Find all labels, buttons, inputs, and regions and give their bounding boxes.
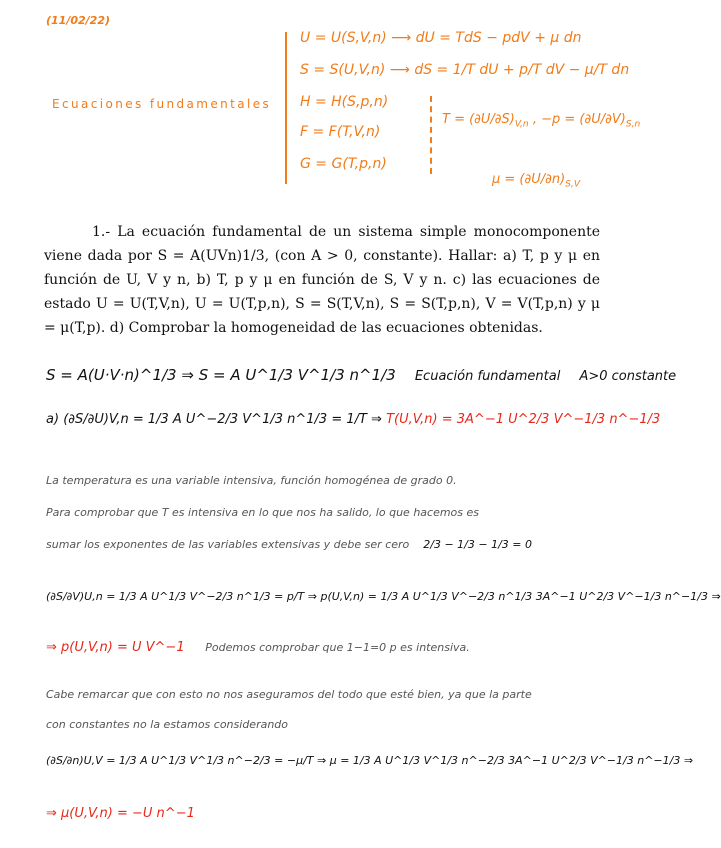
date: (11/02/22) [46,14,111,27]
note-temperature-intensive: La temperatura es una variable intensiva, función homogénea de grado 0. [46,474,457,487]
bracket-divider [285,32,290,184]
note-sum-exponents: sumar los exponentes de las variables extensivas y debe ser cero 2/3 − 1/3 − 1/3 = 0 [46,538,533,551]
section-title: Ecuaciones fundamentales [52,97,272,111]
part-a-pressure: (∂S/∂V)U,n = 1/3 A U^1/3 V^−2/3 n^1/3 = p/T ⇒ p(U,V,n) = 1/3 A U^1/3 V^−2/3 n^1/3 3A^−1 U^2/3 V^−1/3 n^−1/3 ⇒ [46,590,721,603]
problem-statement [44,220,600,340]
fundamental-equation: S = A(U·V·n)^1/3 ⇒ S = A U^1/3 V^1/3 n^1/3 Ecuación fundamental A>0 constante [46,366,677,384]
note-constants-2: con constantes no la estamos considerando [46,718,289,731]
partial-mu: $\mu = (\partial U/\partial n)_{S,V}$ [492,172,581,190]
dashed-divider [430,96,434,174]
chemical-potential-result: ⇒ μ(U,V,n) = −U n^−1 [46,806,195,821]
potential-f: F = F(T,V,n) [300,124,381,140]
problem-text: 1.- La ecuación fundamental de un sistema simple monocomponente viene dada por S = A(UVn)1/3, (con A > 0, constante). Hallar: a) T, p y μ en función de U, V y n, b) T, p y μ en función de S, V y n. c) las ecuaciones de estado U = U(T,V,n), U = U(T,p,n), S = S(T,V,n), S = S(T,p,n), V = V(T,p,n) y μ = μ(T,p). d) Comprobar la homogeneidad de las ecuaciones obtenidas. [44,224,600,336]
potential-g: G = G(T,p,n) [300,156,387,172]
potential-u: U = U(S,V,n) ⟶ dU = TdS − pdV + μ dn [300,30,582,46]
partial-t: $T = (\partial U/\partial S)_{V,n}$ , $-p = (\partial U/\partial V)_{S,n}$ [442,112,641,130]
potential-h: H = H(S,p,n) [300,94,389,110]
part-a-chemical-potential: (∂S/∂n)U,V = 1/3 A U^1/3 V^1/3 n^−2/3 = −μ/T ⇒ μ = 1/3 A U^1/3 V^1/3 n^−2/3 3A^−1 U^2/3 V^−1/3 n^−1/3 ⇒ [46,754,694,767]
potential-s: S = S(U,V,n) ⟶ dS = 1/T dU + p/T dV − μ/T dn [300,62,630,78]
note-check-intensive: Para comprobar que T es intensiva en lo que nos ha salido, lo que hacemos es [46,506,480,519]
part-a-temperature: a) (∂S/∂U)V,n = 1/3 A U^−2/3 V^1/3 n^1/3 = 1/T ⇒ T(U,V,n) = 3A^−1 U^2/3 V^−1/3 n^−1/3 [46,412,661,427]
pressure-result: ⇒ p(U,V,n) = U V^−1 Podemos comprobar que 1−1=0 p es intensiva. [46,640,470,655]
note-constants: Cabe remarcar que con esto no nos aseguramos del todo que esté bien, ya que la parte [46,688,532,701]
